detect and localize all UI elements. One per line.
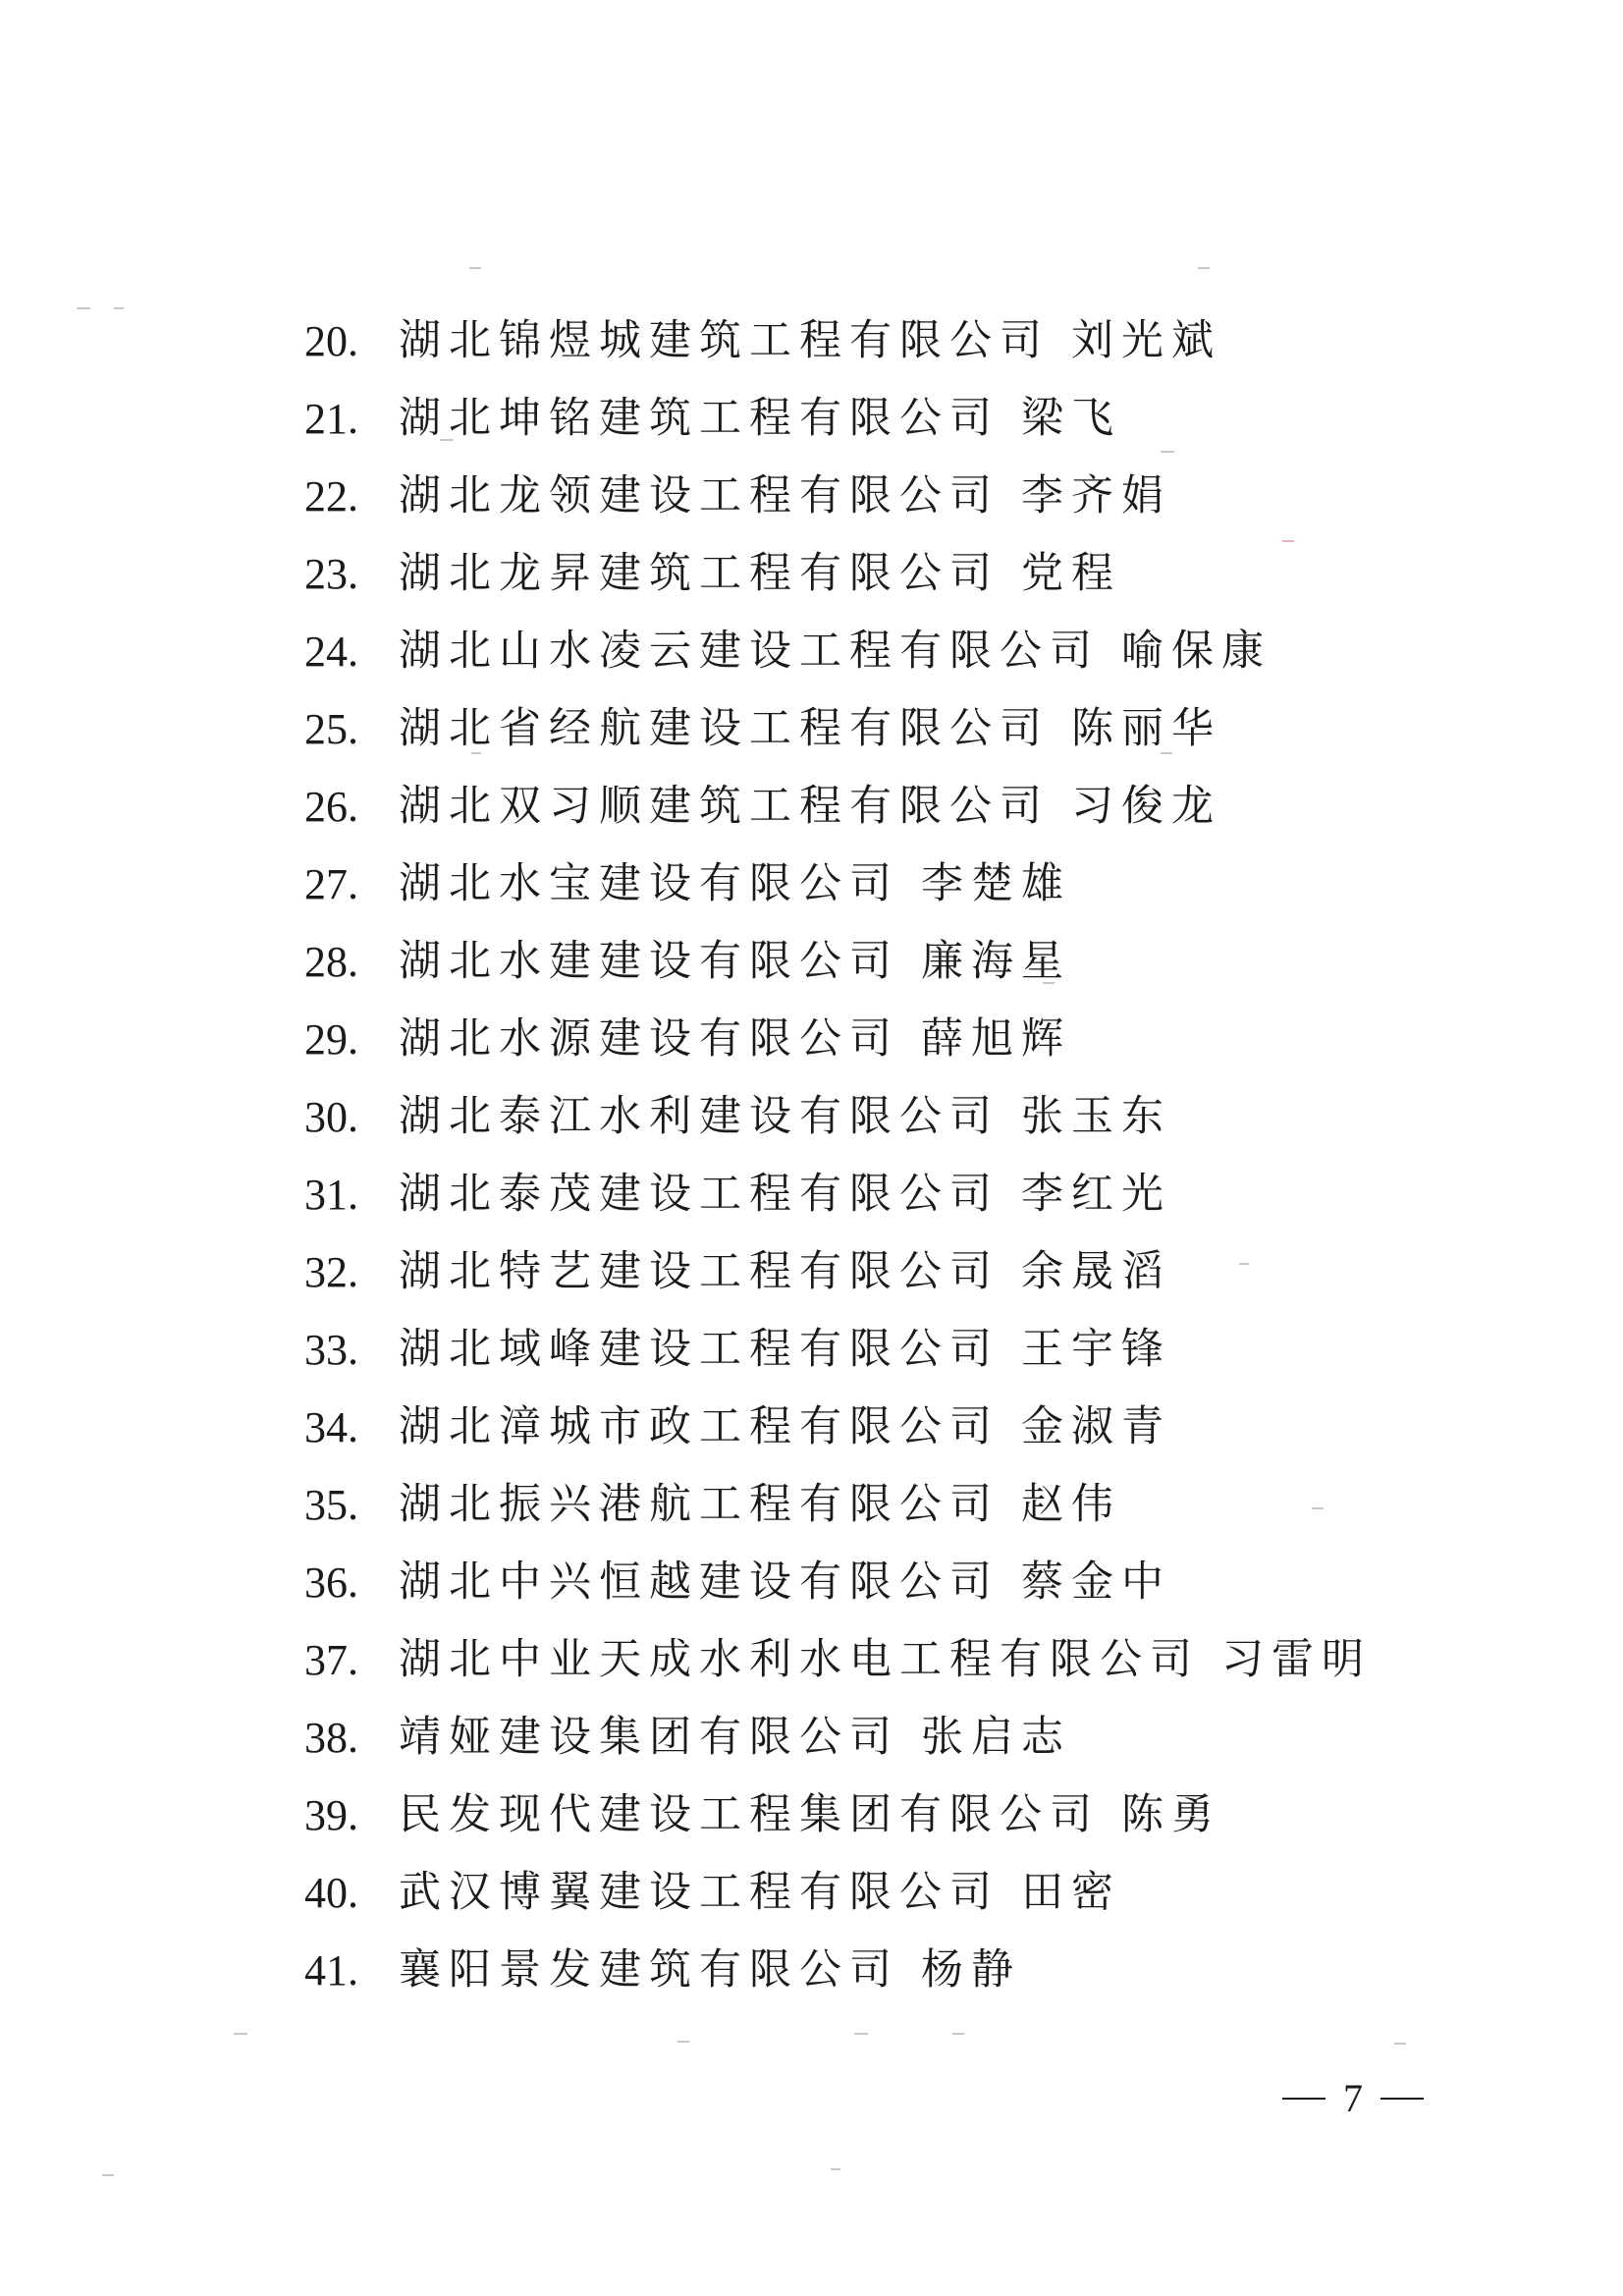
page-number xyxy=(1282,2075,1424,2121)
list-item xyxy=(304,1621,1372,1699)
company-name: 湖北坤铭建筑工程有限公司 xyxy=(399,394,1000,443)
contact-person: 薛旭辉 xyxy=(921,1014,1071,1064)
list-item xyxy=(304,923,1372,1001)
contact-person: 喻保康 xyxy=(1121,627,1271,676)
list-item xyxy=(304,690,1372,768)
company-name: 湖北龙领建设工程有限公司 xyxy=(399,471,1000,520)
contact-person: 陈丽华 xyxy=(1071,704,1221,753)
entry-number: 23. xyxy=(304,550,358,598)
list-item xyxy=(304,380,1372,458)
list-item xyxy=(304,1078,1372,1156)
list-item xyxy=(304,1932,1372,2009)
list-item xyxy=(304,1777,1372,1854)
entry-number: 34. xyxy=(304,1403,358,1451)
entry-number: 32. xyxy=(304,1248,358,1296)
list-item xyxy=(304,1544,1372,1621)
scan-speck xyxy=(952,2033,964,2035)
list-item xyxy=(304,1389,1372,1466)
contact-person: 金淑青 xyxy=(1021,1402,1171,1451)
entry-number: 28. xyxy=(304,938,358,986)
scan-speck xyxy=(854,2033,868,2035)
contact-person: 王宇锋 xyxy=(1021,1325,1171,1374)
company-name: 武汉博翼建设工程有限公司 xyxy=(399,1868,1000,1917)
contact-person: 田密 xyxy=(1021,1868,1121,1917)
scan-speck xyxy=(831,2168,840,2170)
company-name: 民发现代建设工程集团有限公司 xyxy=(399,1790,1100,1839)
page-number-dash-right xyxy=(1380,2098,1424,2100)
page-number-value: 7 xyxy=(1343,2076,1363,2120)
contact-person: 张玉东 xyxy=(1021,1092,1171,1141)
contact-person: 习俊龙 xyxy=(1071,782,1221,831)
list-item xyxy=(304,1854,1372,1932)
company-name: 湖北域峰建设工程有限公司 xyxy=(399,1325,1000,1374)
company-name: 湖北水建建设有限公司 xyxy=(399,937,899,986)
list-item xyxy=(304,458,1372,535)
entry-number: 22. xyxy=(304,472,358,520)
entry-number: 36. xyxy=(304,1558,358,1607)
entry-number: 27. xyxy=(304,860,358,908)
entry-number: 21. xyxy=(304,395,358,443)
company-name: 湖北泰茂建设工程有限公司 xyxy=(399,1170,1000,1219)
entry-number: 30. xyxy=(304,1093,358,1141)
company-name: 湖北双习顺建筑工程有限公司 xyxy=(399,782,1050,831)
scan-speck xyxy=(114,307,124,309)
contact-person: 李楚雄 xyxy=(921,859,1071,908)
scan-speck xyxy=(102,2174,114,2176)
scan-speck xyxy=(677,2041,689,2043)
entry-number: 20. xyxy=(304,317,358,365)
company-name: 湖北振兴港航工程有限公司 xyxy=(399,1480,1000,1529)
contact-person: 陈勇 xyxy=(1121,1790,1221,1839)
entry-number: 39. xyxy=(304,1791,358,1839)
company-list xyxy=(304,302,1372,2009)
contact-person: 梁飞 xyxy=(1021,394,1121,443)
company-name: 湖北水源建设有限公司 xyxy=(399,1014,899,1064)
entry-number: 26. xyxy=(304,783,358,831)
contact-person: 李齐娟 xyxy=(1021,471,1171,520)
list-item xyxy=(304,1466,1372,1544)
scan-speck xyxy=(1198,267,1210,269)
scan-speck xyxy=(234,2033,247,2035)
list-item xyxy=(304,768,1372,846)
contact-person: 廉海星 xyxy=(921,937,1071,986)
company-name: 湖北中兴恒越建设有限公司 xyxy=(399,1558,1000,1607)
entry-number: 35. xyxy=(304,1481,358,1529)
list-item xyxy=(304,1311,1372,1389)
contact-person: 党程 xyxy=(1021,549,1121,598)
company-name: 湖北山水凌云建设工程有限公司 xyxy=(399,627,1100,676)
contact-person: 蔡金中 xyxy=(1021,1558,1171,1607)
list-item xyxy=(304,302,1372,380)
page-number-dash-left xyxy=(1282,2098,1325,2100)
scan-speck xyxy=(1394,2043,1406,2045)
entry-number: 24. xyxy=(304,628,358,676)
entry-number: 25. xyxy=(304,705,358,753)
company-name: 襄阳景发建筑有限公司 xyxy=(399,1945,899,1995)
entry-number: 41. xyxy=(304,1946,358,1995)
company-name: 湖北中业天成水利水电工程有限公司 xyxy=(399,1635,1200,1684)
company-name: 靖娅建设集团有限公司 xyxy=(399,1713,899,1762)
contact-person: 习雷明 xyxy=(1221,1635,1372,1684)
entry-number: 31. xyxy=(304,1171,358,1219)
contact-person: 刘光斌 xyxy=(1071,316,1221,365)
entry-number: 40. xyxy=(304,1869,358,1917)
scan-speck xyxy=(469,267,481,269)
contact-person: 余晟滔 xyxy=(1021,1247,1171,1296)
list-item xyxy=(304,1233,1372,1311)
entry-number: 37. xyxy=(304,1636,358,1684)
company-name: 湖北漳城市政工程有限公司 xyxy=(399,1402,1000,1451)
entry-number: 38. xyxy=(304,1714,358,1762)
contact-person: 李红光 xyxy=(1021,1170,1171,1219)
list-item xyxy=(304,1156,1372,1233)
list-item xyxy=(304,535,1372,613)
scan-speck xyxy=(77,307,90,309)
contact-person: 张启志 xyxy=(921,1713,1071,1762)
list-item xyxy=(304,1699,1372,1777)
company-name: 湖北省经航建设工程有限公司 xyxy=(399,704,1050,753)
entry-number: 33. xyxy=(304,1326,358,1374)
company-name: 湖北龙昇建筑工程有限公司 xyxy=(399,549,1000,598)
list-item xyxy=(304,1001,1372,1078)
company-name: 湖北泰江水利建设有限公司 xyxy=(399,1092,1000,1141)
company-name: 湖北水宝建设有限公司 xyxy=(399,859,899,908)
company-name: 湖北特艺建设工程有限公司 xyxy=(399,1247,1000,1296)
list-item xyxy=(304,613,1372,690)
contact-person: 赵伟 xyxy=(1021,1480,1121,1529)
company-name: 湖北锦煜城建筑工程有限公司 xyxy=(399,316,1050,365)
entry-number: 29. xyxy=(304,1015,358,1064)
list-item xyxy=(304,846,1372,923)
contact-person: 杨静 xyxy=(921,1945,1021,1995)
